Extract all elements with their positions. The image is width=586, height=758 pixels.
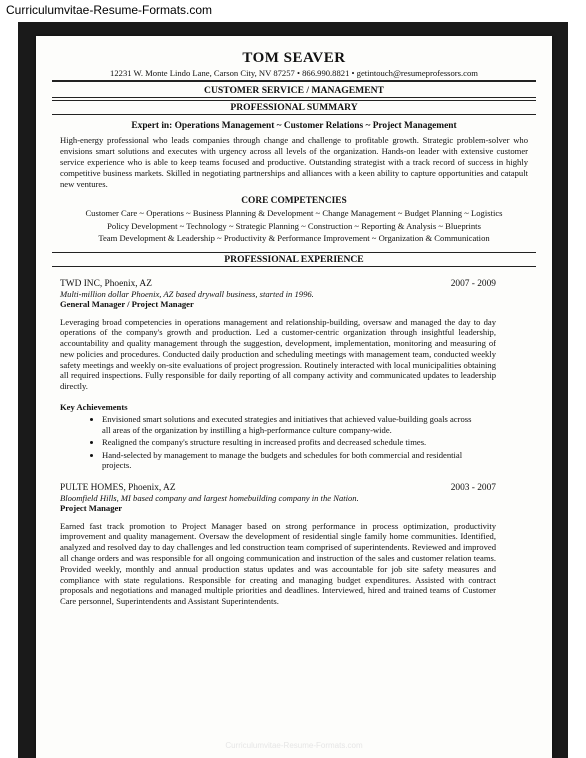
competency-line: Team Development & Leadership ~ Productivity & Performance Improvement ~ Organization & Communication [98,233,490,243]
site-label: Curriculumvitae-Resume-Formats.com [6,3,213,17]
job-description: Multi-million dollar Phoenix, AZ based drywall business, started in 1996. [60,288,314,299]
job-entry [52,483,536,607]
expertise-line: Expert in: Operations Management ~ Customer Relations ~ Project Management [131,121,457,131]
candidate-name: TOM SEAVER [242,50,346,66]
job-company: TWD INC, Phoenix, AZ [60,278,152,289]
job-entry [52,279,536,471]
job-body: Leveraging broad competencies in operations management and relationship-building, oversaw and managed the day to day operations of the company's growth and production. Led a customer-centric organization through insightful leadership, accountability and quality management through the suggestion, development, implementation, monitoring and measuring of new policies and procedures. Conducted daily production and scheduling meetings with management team, conducted weekly safety meetings and weekly on-site evaluations of project progression. Routinely interacted with local municipalities obtaining all required inspections. Fully responsible for daily reporting of all company activity and communicated updates to leadership directly. [60,316,496,392]
divider [52,80,536,82]
job-dates: 2003 - 2007 [450,482,496,493]
competency-line: Customer Care ~ Operations ~ Business Planning & Development ~ Change Management ~ Budget Planning ~ Logistics [85,208,503,218]
achievement-item: • Realigned the company's structure resulting in increased profits and decreased schedule times. [102,437,476,448]
watermark: Curriculumvitae-Resume-Formats.com [225,741,363,750]
summary-heading: PROFESSIONAL SUMMARY [52,100,536,115]
job-body: Earned fast track promotion to Project Manager based on strong performance in process optimization, productivity improvement and quality management. Oversaw the development of residential single family home communities. Identified, analyzed and resolved day to day challenges and led construction team comprised of superintendents. Reviewed and improved all change orders and was responsible for all ongoing communication and instruction of the sales and customer relation teams. Provided weekly, monthly and annual production status updates and was accountable for job site safety measures and compliance with state regulations. Responsible for creating and managing budget expenditures. Assisted with contract proposals and negotiations and managed multiple priorities and deadlines. Interviewed, hired and trained teams of Customer Care personnel, Superintendents and Assistant Superintendents. [60,520,496,607]
competencies-heading: CORE COMPETENCIES [241,196,347,206]
job-company: PULTE HOMES, Phoenix, AZ [60,482,176,493]
summary-text: High-energy professional who leads companies through change and challenge to profitable growth. Strategic problem-solver who envisions smart solutions and executes with urgency across all levels of the organization. Hands-on leader with extensive customer service experience who is able to keep teams focused and productive. Outstanding strategist with a track record of success in highly competitive business markets. Skilled in negotiating partnerships and alliances with a keen ability to capture opportunities and catapult new ventures. [60,135,528,189]
job-title: Project Manager [60,502,123,513]
resume-page [36,36,552,758]
experience-heading: PROFESSIONAL EXPERIENCE [52,252,536,267]
achievement-item: • Hand-selected by management to manage the budgets and schedules for both commercial and residential projects. [102,450,476,471]
job-header [60,279,496,289]
headline: CUSTOMER SERVICE / MANAGEMENT [52,84,536,98]
job-header [60,483,496,493]
achievements-title: Key Achievements [60,402,128,413]
achievement-item: • Envisioned smart solutions and executed strategies and initiatives that achieved value-building goals across all areas of the organization by instilling a high-performance culture company-wide. [102,414,476,435]
competency-line: Policy Development ~ Technology ~ Strategic Planning ~ Construction ~ Reporting & Analysis ~ Blueprints [107,220,481,231]
top-bar [0,0,586,22]
achievements-list [88,414,476,471]
contact-line: 12231 W. Monte Lindo Lane, Carson City, NV 87257 • 866.990.8821 • getintouch@resumeprofessors.com [110,68,478,78]
job-title: General Manager / Project Manager [60,298,194,309]
job-dates: 2007 - 2009 [450,278,496,289]
resume-content [52,46,536,607]
job-description: Bloomfield Hills, MI based company and largest homebuilding company in the Nation. [60,492,359,503]
